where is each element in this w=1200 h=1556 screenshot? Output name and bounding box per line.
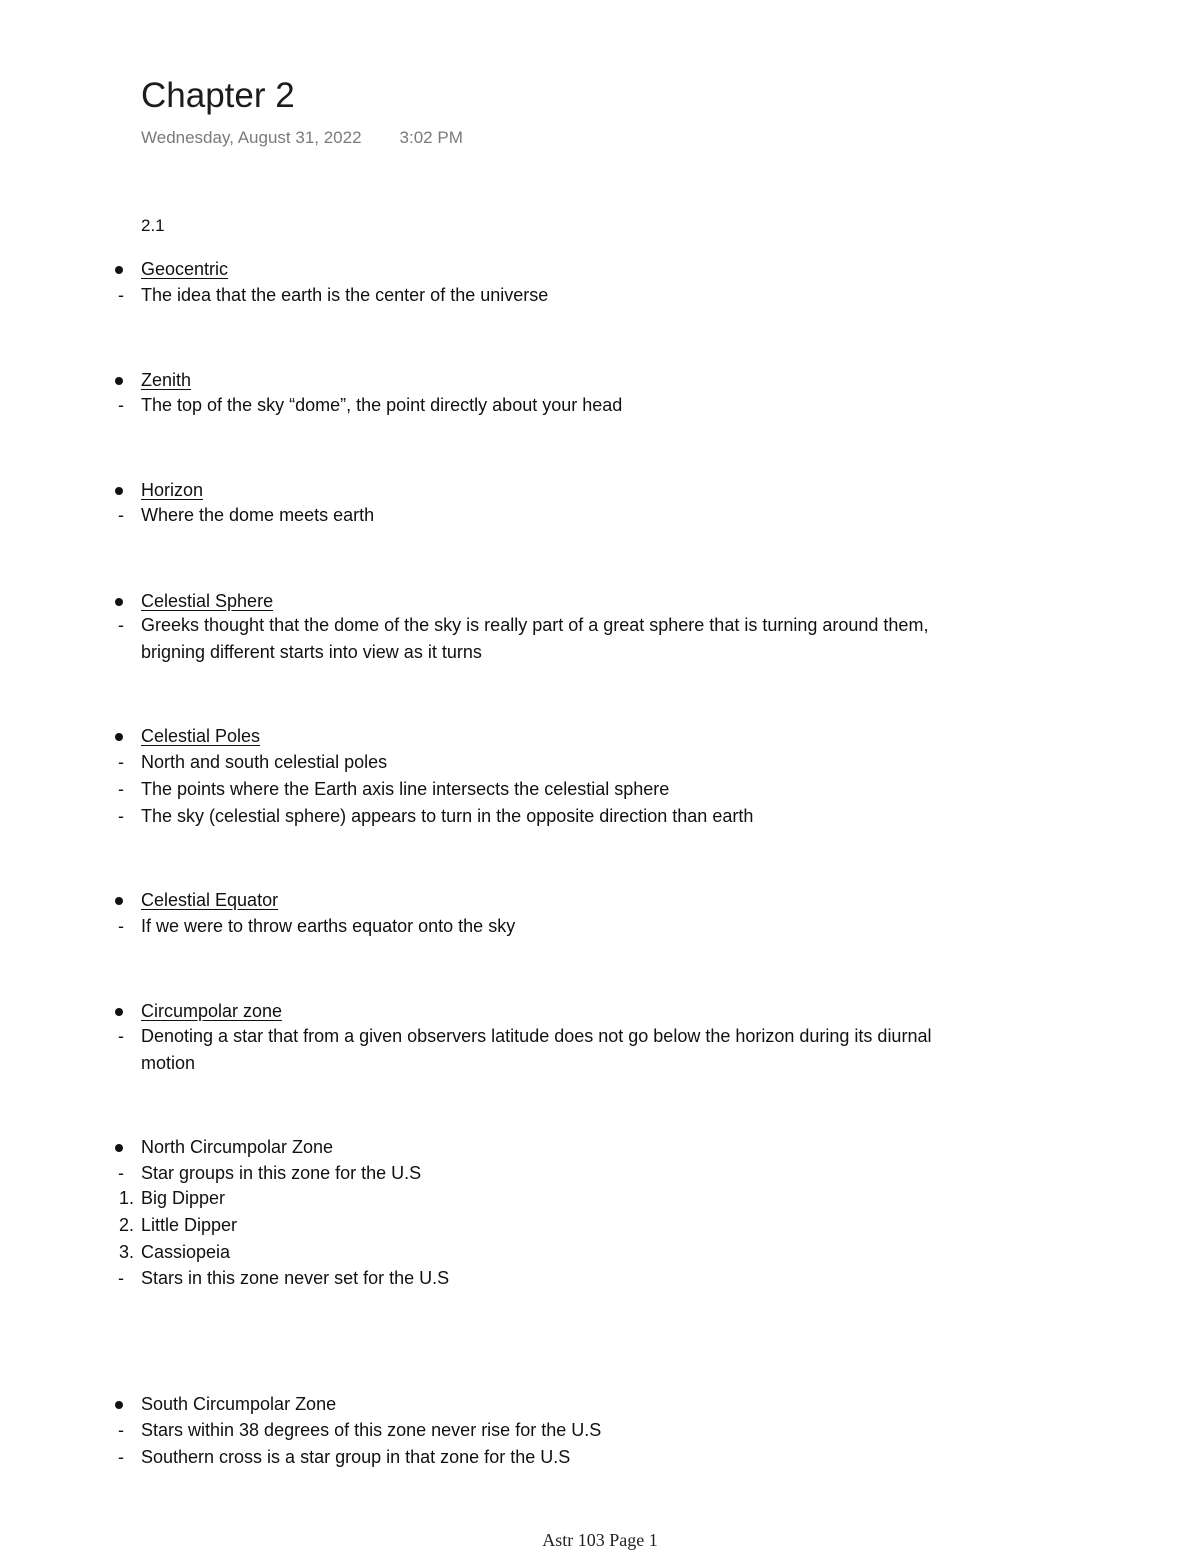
bullet-icon xyxy=(115,1144,123,1152)
definition-text: Stars within 38 degrees of this zone never rise for the U.S xyxy=(141,1420,602,1440)
page-title: Chapter 2 xyxy=(141,76,295,115)
dash-icon: - xyxy=(118,615,124,635)
section-number: 2.1 xyxy=(141,216,165,235)
dash-icon: - xyxy=(118,752,124,772)
item-text: Big Dipper xyxy=(141,1188,226,1208)
page-time: 3:02 PM xyxy=(399,128,463,147)
dash-icon: - xyxy=(118,1447,124,1467)
term-heading: Horizon xyxy=(141,480,204,500)
dash-icon: - xyxy=(118,1163,124,1183)
term-heading: Geocentric xyxy=(141,259,229,279)
definition-text: North and south celestial poles xyxy=(141,752,388,772)
bullet-icon xyxy=(115,598,123,606)
term-heading: South Circumpolar Zone xyxy=(141,1394,337,1414)
definition-text: Star groups in this zone for the U.S xyxy=(141,1163,422,1183)
item-number: 3. xyxy=(118,1242,134,1262)
dash-icon: - xyxy=(118,806,124,826)
dash-icon: - xyxy=(118,285,124,305)
definition-text: Stars in this zone never set for the U.S xyxy=(141,1268,450,1288)
definition-text: Greeks thought that the dome of the sky is really part of a great sphere that is turning around them, xyxy=(141,615,929,635)
page-timestamp xyxy=(141,126,463,150)
dash-icon: - xyxy=(118,1420,124,1440)
definition-text: motion xyxy=(141,1053,196,1073)
page-date: Wednesday, August 31, 2022 xyxy=(141,128,362,147)
term-heading: Celestial Poles xyxy=(141,726,261,746)
definition-text: Southern cross is a star group in that zone for the U.S xyxy=(141,1447,571,1467)
definition-text: The sky (celestial sphere) appears to turn in the opposite direction than earth xyxy=(141,806,754,826)
bullet-icon xyxy=(115,1401,123,1409)
bullet-icon xyxy=(115,897,123,905)
definition-text: Where the dome meets earth xyxy=(141,505,375,525)
item-number: 2. xyxy=(118,1215,134,1235)
dash-icon: - xyxy=(118,779,124,799)
dash-icon: - xyxy=(118,916,124,936)
dash-icon: - xyxy=(118,1268,124,1288)
bullet-icon xyxy=(115,266,123,274)
definition-text: Denoting a star that from a given observers latitude does not go below the horizon during its diurnal xyxy=(141,1026,932,1046)
term-heading: North Circumpolar Zone xyxy=(141,1137,334,1157)
definition-text: The points where the Earth axis line intersects the celestial sphere xyxy=(141,779,670,799)
definition-text: The idea that the earth is the center of the universe xyxy=(141,285,549,305)
dash-icon: - xyxy=(118,395,124,415)
bullet-icon xyxy=(115,733,123,741)
dash-icon: - xyxy=(118,1026,124,1046)
bullet-icon xyxy=(115,487,123,495)
term-heading: Celestial Sphere xyxy=(141,591,274,611)
definition-text: brigning different starts into view as it turns xyxy=(141,642,482,662)
item-text: Little Dipper xyxy=(141,1215,238,1235)
definition-text: If we were to throw earths equator onto the sky xyxy=(141,916,516,936)
bullet-icon xyxy=(115,1008,123,1016)
term-heading: Circumpolar zone xyxy=(141,1001,283,1021)
dash-icon: - xyxy=(118,505,124,525)
item-number: 1. xyxy=(118,1188,134,1208)
definition-text: The top of the sky “dome”, the point directly about your head xyxy=(141,395,623,415)
bullet-icon xyxy=(115,377,123,385)
term-heading: Celestial Equator xyxy=(141,890,279,910)
term-heading: Zenith xyxy=(141,370,192,390)
item-text: Cassiopeia xyxy=(141,1242,231,1262)
page-footer: Astr 103 Page 1 xyxy=(542,1530,658,1550)
